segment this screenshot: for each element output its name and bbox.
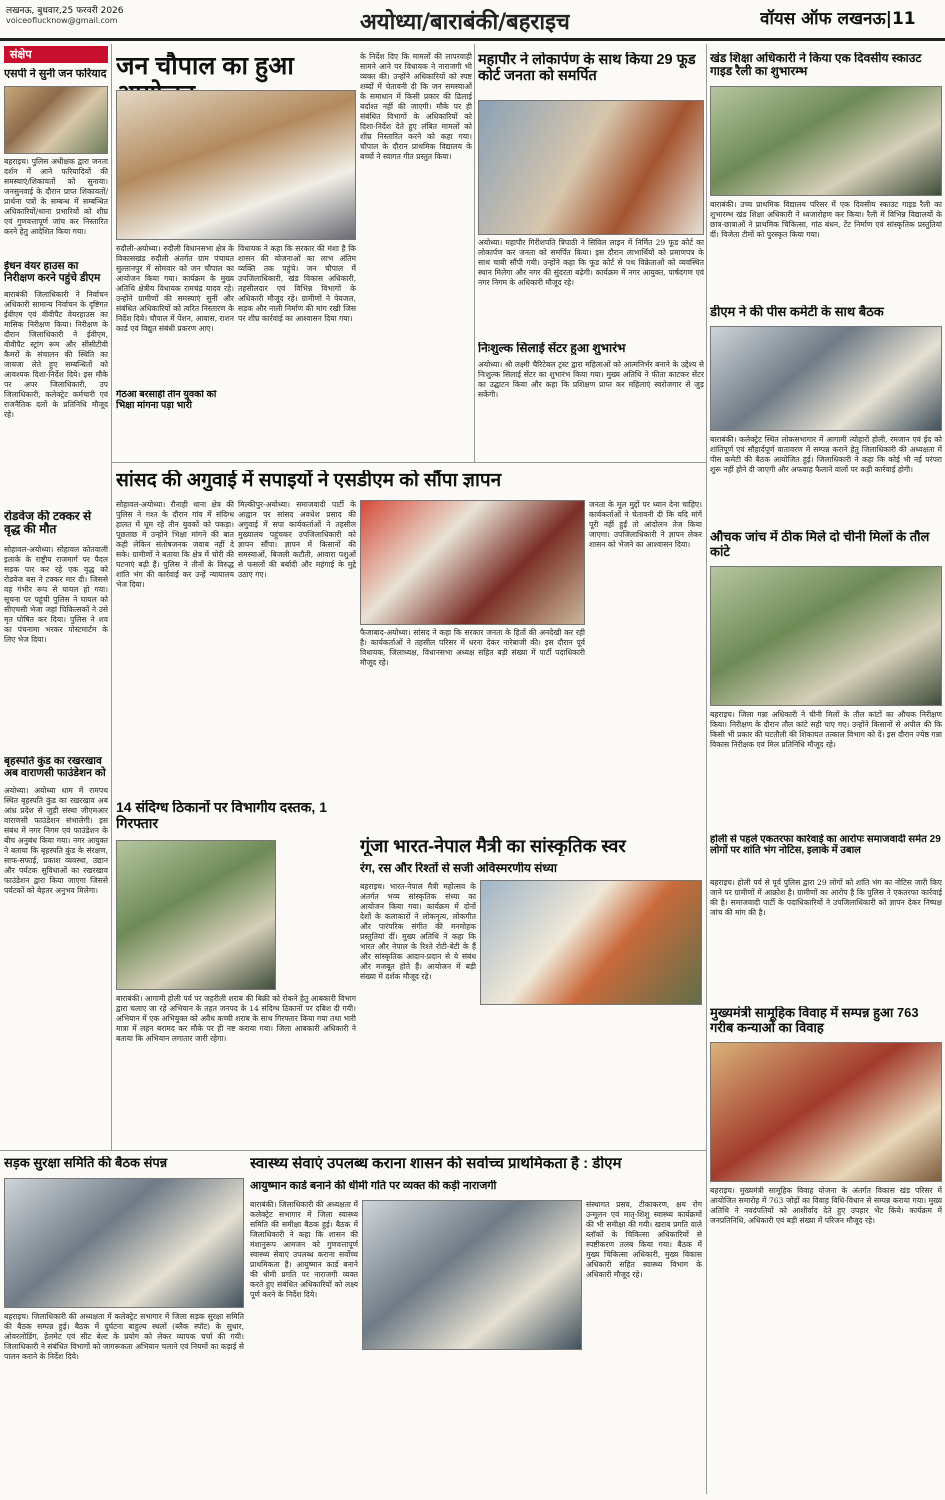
story-sugar-mill: बहराइच। जिला गन्ना अधिकारी ने चीनी मिलों के तौल कांटों का औचक निरीक्षण किया। निरीक्षण के दौरान तौल कांटे सही पाए गए। उन्होंने किसानों से अपील की कि किसी भी प्रकार की घटतौली की शिकायत तत्काल विभाग को दें। इस दौरान ज्येष्ठ गन्ना विकास निरीक्षक एवं मिल प्रतिनिधि मौजूद रहे। [710,710,942,750]
story-gyapan-col4: जनता के मूल मुद्दों पर ध्यान देना चाहिए। कार्यकर्ताओं ने चेतावनी दी कि यदि मांगें पूरी नहीं हुईं तो आंदोलन तेज किया जाएगा। उपजिलाधिकारी ने ज्ञापन लेकर शासन को भेजने का आश्वासन दिया। [589,500,702,550]
story-health-col2: संस्थागत प्रसव, टीकाकरण, क्षय रोग उन्मूलन एवं मातृ-शिशु स्वास्थ्य कार्यक्रमों की भी समीक्षा की गयी। खराब प्रगति वाले ब्लॉकों के चिकित्सा अधिकारियों से स्पष्टीकरण तलब किया गया। बैठक में मुख्य चिकित्सा अधिकारी, मुख्य विकास अधिकारी सहित स्वास्थ्य विभाग के अधिकारी मौजूद रहे। [586,1200,702,1280]
section-rule [111,462,706,463]
headline-silai-center: निःशुल्क सिलाई सेंटर हुआ शुभारंभ [478,342,626,355]
story-gyapan-col2: मिल्कीपुर-अयोध्या। समाजवादी पार्टी के आह्वान पर सांसद अवधेश प्रसाद की अगुवाई में सपा कार्यकर्ताओं ने तहसील मुख्यालय पहुंचकर उपजिलाधिकारी को ज्ञापन सौंपा। ज्ञापन में किसानों की समस्याओं, बिजली कटौती, आवारा पशुओं से फसलों की बर्बादी और महंगाई के मुद्दे उठाए गए। [238,500,356,580]
headline-scout-rally: खंड शिक्षा अधिकारी ने किया एक दिवसीय स्काउट गाइड रैली का शुभारम्भ [710,52,922,79]
photo-jan-chaupal [116,90,356,240]
headline-road-safety: सड़क सुरक्षा समिति की बैठक संपन्न [4,1156,168,1170]
paper-name: वॉयस ऑफ लखनऊ|11 [760,9,916,29]
photo-sp-hearing [4,86,108,154]
story-shanti-bhang: बहराइच। होली पर्व से पूर्व पुलिस द्वारा 29 लोगों को शांति भंग का नोटिस जारी किए जाने पर ग्रामीणों में आक्रोश है। ग्रामीणों का आरोप है कि पुलिस ने एकतरफा कार्रवाई की है। समाजवादी पार्टी के पदाधिकारियों ने उपजिलाधिकारी को ज्ञापन देकर निष्पक्ष जांच की मांग की है। [710,878,942,918]
column-rule [706,44,707,1494]
photo-peace-committee [710,326,942,431]
subhead-india-nepal: रंग, रस और रिश्तों से सजी अविस्मरणीय संध्या [360,862,557,875]
story-sp-fariyad: बहराइच। पुलिस अधीक्षक द्वारा जनता दर्शन में आने फरियादियों की समस्याएं/शिकायतों को सुनाया। जनसुनवाई के दौरान प्राप्त शिकायतों/प्रार्थना पत्रों के सम्बन्ध में सम्बन्धित अधिकारियों/थाना प्रभारियों को शीघ्र एवं गुणवत्तापूर्ण जांच कर निस्तारित करने हेतु आदेशित किया गया। [4,157,108,237]
headline-roadways: रोडवेज की टक्कर से वृद्ध की मौत [4,510,92,537]
story-gyapan-col3: फैजाबाद-अयोध्या। सांसद ने कहा कि सरकार जनता के हितों की अनदेखी कर रही है। कार्यकर्ताओं ने तहसील परिसर में धरना देकर नारेबाजी की। इस दौरान पूर्व विधायक, जिलाध्यक्ष, विधानसभा अध्यक्ष सहित बड़ी संख्या में पार्टी पदाधिकारी मौजूद रहे। [360,628,585,668]
story-warehouse: बाराबंकी जिलाधिकारी ने निर्वाचन अधिकारी सामान्य निर्वाचन के दृष्टिगत ईवीएम एवं वीवीपैट वेयरहाउस का मासिक निरीक्षण किया। निरीक्षण के दौरान जिलाधिकारी ने ईवीएम, वीवीपैट स्ट्रांग रूम और सीसीटीवी कैमरों के संचालन की स्थिति का जायजा लेते हुए सम्बन्धितों को आवश्यक दिशा-निर्देश दिये। इस मौके पर अपर जिलाधिकारी, उप जिलाधिकारी, कलेक्ट्रेट कर्मचारी एवं राजनैतिक दलों के प्रतिनिधि मौजूद रहे। [4,290,108,420]
photo-abkari-raid [116,840,276,990]
story-abkari-raid: बाराबंकी। आगामी होली पर्व पर जहरीली शराब की बिक्री को रोकने हेतु आबकारी विभाग द्वारा चलाए जा रहे अभियान के तहत जनपद के 14 संदिग्ध ठिकानों पर दबिश दी गयी। अभियान में एक अभियुक्त को अवैध कच्ची शराब के साथ गिरफ्तार किया गया तथा भारी मात्रा में लहन बरामद कर मौके पर ही नष्ट कराया गया। जिला आबकारी अधिकारी ने बताया कि अभियान लगातार जारी रहेगा। [116,994,356,1044]
story-food-court: अयोध्या। महापौर गिरीशपति त्रिपाठी ने सिविल लाइन में निर्मित 29 फूड कोर्ट का लोकार्पण कर जनता को समर्पित किया। इस दौरान लाभार्थियों को प्रमाणपत्र के साथ चाबी सौंपी गयी। उन्होंने कहा कि फूड कोर्ट से पथ विक्रेताओं को व्यवस्थित स्थान मिलेगा और नगर की सुंदरता बढ़ेगी। कार्यक्रम में नगर आयुक्त, पार्षदगण एवं नगर निगम के अधिकारी मौजूद रहे। [478,238,704,288]
headline-health-services: स्वास्थ्य सेवाएं उपलब्ध कराना शासन की सर्वोच्च प्राथमिकता है : डीएम [250,1156,622,1172]
headline-peace-committee: डीएम ने की पीस कमेटी के साथ बैठक [710,305,884,319]
photo-health-meeting [362,1200,582,1350]
dateline: लखनऊ, बुधवार,25 फरवरी 2026 [6,6,124,16]
photo-scout-rally [710,86,942,196]
email-address[interactable]: voiceoflucknow@gmail.com [6,16,118,25]
subhead-health-services: आयुष्मान कार्ड बनाने की धीमी गति पर व्यक्त की कड़ी नाराजगी [250,1180,497,1192]
masthead-rule [0,38,945,41]
photo-sugar-mill [710,566,942,706]
story-scout-rally: बाराबंकी। उच्च प्राथमिक विद्यालय परिसर में एक दिवसीय स्काउट गाइड रैली का शुभारम्भ खंड शिक्षा अधिकारी ने ध्वजारोहण कर किया। रैली में विभिन्न विद्यालयों के छात्र-छात्राओं ने प्राथमिक चिकित्सा, गांठ बंधन, टेंट निर्माण एवं सांस्कृतिक प्रस्तुतियां दीं। विजेता टीमों को पुरस्कृत किया गया। [710,200,942,240]
headline-brihaspati-kund: बृहस्पति कुंड का रखरखाव अब वाराणसी फाउंडेशन को [4,756,106,779]
headline-bhiksha: गेंठआ बरसाही तीन युवकों को भिक्षा मांगना पड़ा भारी [116,390,217,411]
column-rule [111,44,112,1150]
headline-shanti-bhang: होली से पहले एकतरफा कार्रवाई का आरोपः समाजवादी समेत 29 लोगों पर शांति भंग नोटिस, इलाके में उबाल [710,834,941,857]
column-rule [474,44,475,462]
story-jan-chaupal-col3: के निर्देश दिए कि मामलों की लापरवाही सामने आने पर विधायक ने नाराजगी भी व्यक्त की। उन्होंने अधिकारियों को स्पष्ट शब्दों में चेतावनी दी कि जन समस्याओं के समाधान में किसी प्रकार की ढिलाई बर्दाश्त नहीं की जाएगी। मौके पर ही संबंधित विभागों के अधिकारियों को दिशा-निर्देश देते हुए लंबित मामलों को शीघ्र निस्तारित करने को कहा गया। चौपाल के दौरान प्राथमिक विद्यालय के बच्चों ने स्वागत गीत प्रस्तुत किया। [360,52,472,162]
headline-abkari-raid: 14 संदिग्ध ठिकानों पर विभागीय दस्तक, 1 गिरफ्तार [116,800,327,831]
headline-jan-chaupal: जन चौपाल का हुआ [116,52,294,80]
photo-food-court [478,100,704,235]
story-roadways: सोहावल-अयोध्या। सोहावल कोतवाली इलाके के राष्ट्रीय राजमार्ग पर पैदल सड़क पार कर रहे एक वृद्ध को रोडवेज बस ने टक्कर मार दी। जिससे वह गंभीर रूप से घायल हो गया। सूचना पर पहुंची पुलिस ने घायल को सीएचसी भेजा जहां चिकित्सकों ने उसे मृत घोषित कर दिया। पुलिस ने शव का पंचनामा भरकर पोस्टमार्टम के लिए भेज दिया। [4,545,108,645]
story-health-col1: बाराबंकी। जिलाधिकारी की अध्यक्षता में कलेक्ट्रेट सभागार में जिला स्वास्थ्य समिति की समीक्षा बैठक हुई। बैठक में जिलाधिकारी ने कहा कि शासन की मंशानुरूप आमजन को गुणवत्तापूर्ण स्वास्थ्य सेवाएं उपलब्ध कराना सर्वोच्च प्राथमिकता है। आयुष्मान कार्ड बनाने की धीमी प्रगति पर नाराजगी व्यक्त करते हुए संबंधित अधिकारियों को लक्ष्य पूर्ण करने के निर्देश दिये। [250,1200,358,1300]
story-brihaspati-kund: अयोध्या। अयोध्या धाम में रामपथ स्थित बृहस्पति कुंड का रखरखाव अब आंध्र प्रदेश से जुड़ी संस्था जीएमआर वाराणसी फाउंडेशन संभालेगी। इस संबंध में नगर निगम एवं फाउंडेशन के बीच अनुबंध किया गया। नगर आयुक्त ने बताया कि बृहस्पति कुंड के संरक्षण, साफ-सफाई, प्रकाश व्यवस्था, उद्यान और पर्यटक सुविधाओं का रखरखाव फाउंडेशन द्वारा किया जाएगा जिससे पर्यटकों को बेहतर अनुभव मिलेगा। [4,786,108,896]
headline-food-court: महापौर ने लोकार्पण के साथ किया 29 फूड कोर्ट जनता को समर्पित [478,52,696,85]
photo-sansad-gyapan [360,500,585,625]
story-silai-center: अयोध्या। श्री लक्ष्मी चैरिटेबल ट्रस्ट द्वारा महिलाओं को आत्मनिर्भर बनाने के उद्देश्य से निःशुल्क सिलाई सेंटर का शुभारंभ किया गया। मुख्य अतिथि ने फीता काटकर सेंटर का उद्घाटन किया और कहा कि प्रशिक्षण प्राप्त कर महिलाएं स्वरोजगार से जुड़ सकेंगी। [478,360,704,400]
story-jan-chaupal-col1: रुदौली-अयोध्या। रुदौली विधानसभा क्षेत्र के विकासखंड रुदौली अंतर्गत ग्राम पंचायत सुल्तानपुर में सोमवार को जन चौपाल का आयोजन किया गया। कार्यक्रम के मुख्य अतिथि क्षेत्रीय विधायक रामचंद्र यादव रहे। उन्होंने ग्रामीणों की समस्याएं सुनीं और संबंधित अधिकारियों को त्वरित निस्तारण के निर्देश दिये। चौपाल में पेंशन, आवास, राशन कार्ड एवं विद्युत संबंधी प्रकरण आए। [116,244,234,334]
headline-sp-fariyad: एसपी ने सुनी जन फरियाद [4,68,107,80]
headline-sansad-gyapan: सांसद की अगुवाई में सपाइयों ने एसडीएम को सौंपा ज्ञापन [116,470,502,491]
headline-samuhik-vivah: मुख्यमंत्री सामूहिक विवाह में सम्पन्न हुआ 763 गरीब कन्याओं का विवाह [710,1006,919,1035]
story-gyapan-col1: सोहावल-अयोध्या। रौनाही थाना क्षेत्र की पुलिस ने गश्त के दौरान गांव में संदिग्ध हालत में घूम रहे तीन युवकों को पकड़ा। पूछताछ में उन्होंने भिक्षा मांगने की बात कही लेकिन संतोषजनक जवाब नहीं दे सके। ग्रामीणों ने बताया कि क्षेत्र में चोरी की घटनाएं बढ़ी हैं। पुलिस ने तीनों के विरुद्ध शांति भंग की कार्रवाई कर उन्हें न्यायालय भेज दिया। [116,500,234,590]
photo-road-safety [4,1178,244,1308]
headline-india-nepal: गूंजा भारत-नेपाल मैत्री का सांस्कृतिक स्वर [360,836,626,856]
section-tag: संक्षेप [4,46,108,63]
region-title: अयोध्या/बाराबंकी/बहराइच [360,9,570,35]
photo-samuhik-vivah [710,1042,942,1182]
story-peace-committee: बाराबंकी। कलेक्ट्रेट स्थित लोकसभागार में आगामी त्योहारों होली, रमजान एवं ईद को शांतिपूर्ण एवं सौहार्दपूर्ण वातावरण में सम्पन्न कराने हेतु जिलाधिकारी की अध्यक्षता में पीस कमेटी की बैठक आयोजित हुई। जिलाधिकारी ने कहा कि कोई भी नई परंपरा शुरू नहीं होने दी जाएगी और अफवाह फैलाने वालों पर कड़ी कार्रवाई होगी। [710,435,942,475]
headline-sugar-mill: औचक जांच में ठीक मिले दो चीनी मिलों के तौल कांटे [710,530,930,559]
story-samuhik-vivah: बहराइच। मुख्यमंत्री सामूहिक विवाह योजना के अंतर्गत विकास खंड परिसर में आयोजित समारोह में 763 जोड़ों का विवाह विधि-विधान से सम्पन्न कराया गया। मुख्य अतिथि ने नवदंपतियों को आशीर्वाद देते हुए उपहार भेंट किये। कार्यक्रम में जनप्रतिनिधि, अधिकारी एवं बड़ी संख्या में परिजन मौजूद रहे। [710,1186,942,1226]
photo-india-nepal [480,880,702,1005]
headline-warehouse: ईंधन वेयर हाउस का निरीक्षण करने पहुंचे डीएम [4,261,101,284]
section-rule [0,1150,706,1151]
story-india-nepal: बहराइच। भारत-नेपाल मैत्री महोत्सव के अंतर्गत भव्य सांस्कृतिक संध्या का आयोजन किया गया। कार्यक्रम में दोनों देशों के कलाकारों ने लोकनृत्य, लोकगीत और पारंपरिक संगीत की मनमोहक प्रस्तुतियां दीं। मुख्य अतिथि ने कहा कि भारत और नेपाल के रिश्ते रोटी-बेटी के हैं और सांस्कृतिक आदान-प्रदान से ये संबंध और मजबूत होते हैं। आयोजन में बड़ी संख्या में दर्शक मौजूद रहे। [360,882,476,982]
story-road-safety: बहराइच। जिलाधिकारी की अध्यक्षता में कलेक्ट्रेट सभागार में जिला सड़क सुरक्षा समिति की बैठक सम्पन्न हुई। बैठक में दुर्घटना बाहुल्य स्थलों (ब्लैक स्पॉट) के सुधार, ओवरलोडिंग, हेलमेट एवं सीट बेल्ट के प्रयोग को लेकर व्यापक चर्चा की गयी। जिलाधिकारी ने संबंधित विभागों को जागरूकता अभियान चलाने एवं नियमों का कड़ाई से पालन कराने के निर्देश दिये। [4,1312,244,1362]
story-jan-chaupal-col2: विधायक ने कहा कि सरकार की मंशा है कि शासन की योजनाओं का लाभ अंतिम व्यक्ति तक पहुंचे। जन चौपाल में उपजिलाधिकारी, खंड विकास अधिकारी, तहसीलदार एवं विभिन्न विभागों के अधिकारी मौजूद रहे। ग्रामीणों ने पेयजल, सड़क और नाली निर्माण की मांग रखी जिस पर शीघ्र कार्रवाई का आश्वासन दिया गया। [238,244,356,324]
